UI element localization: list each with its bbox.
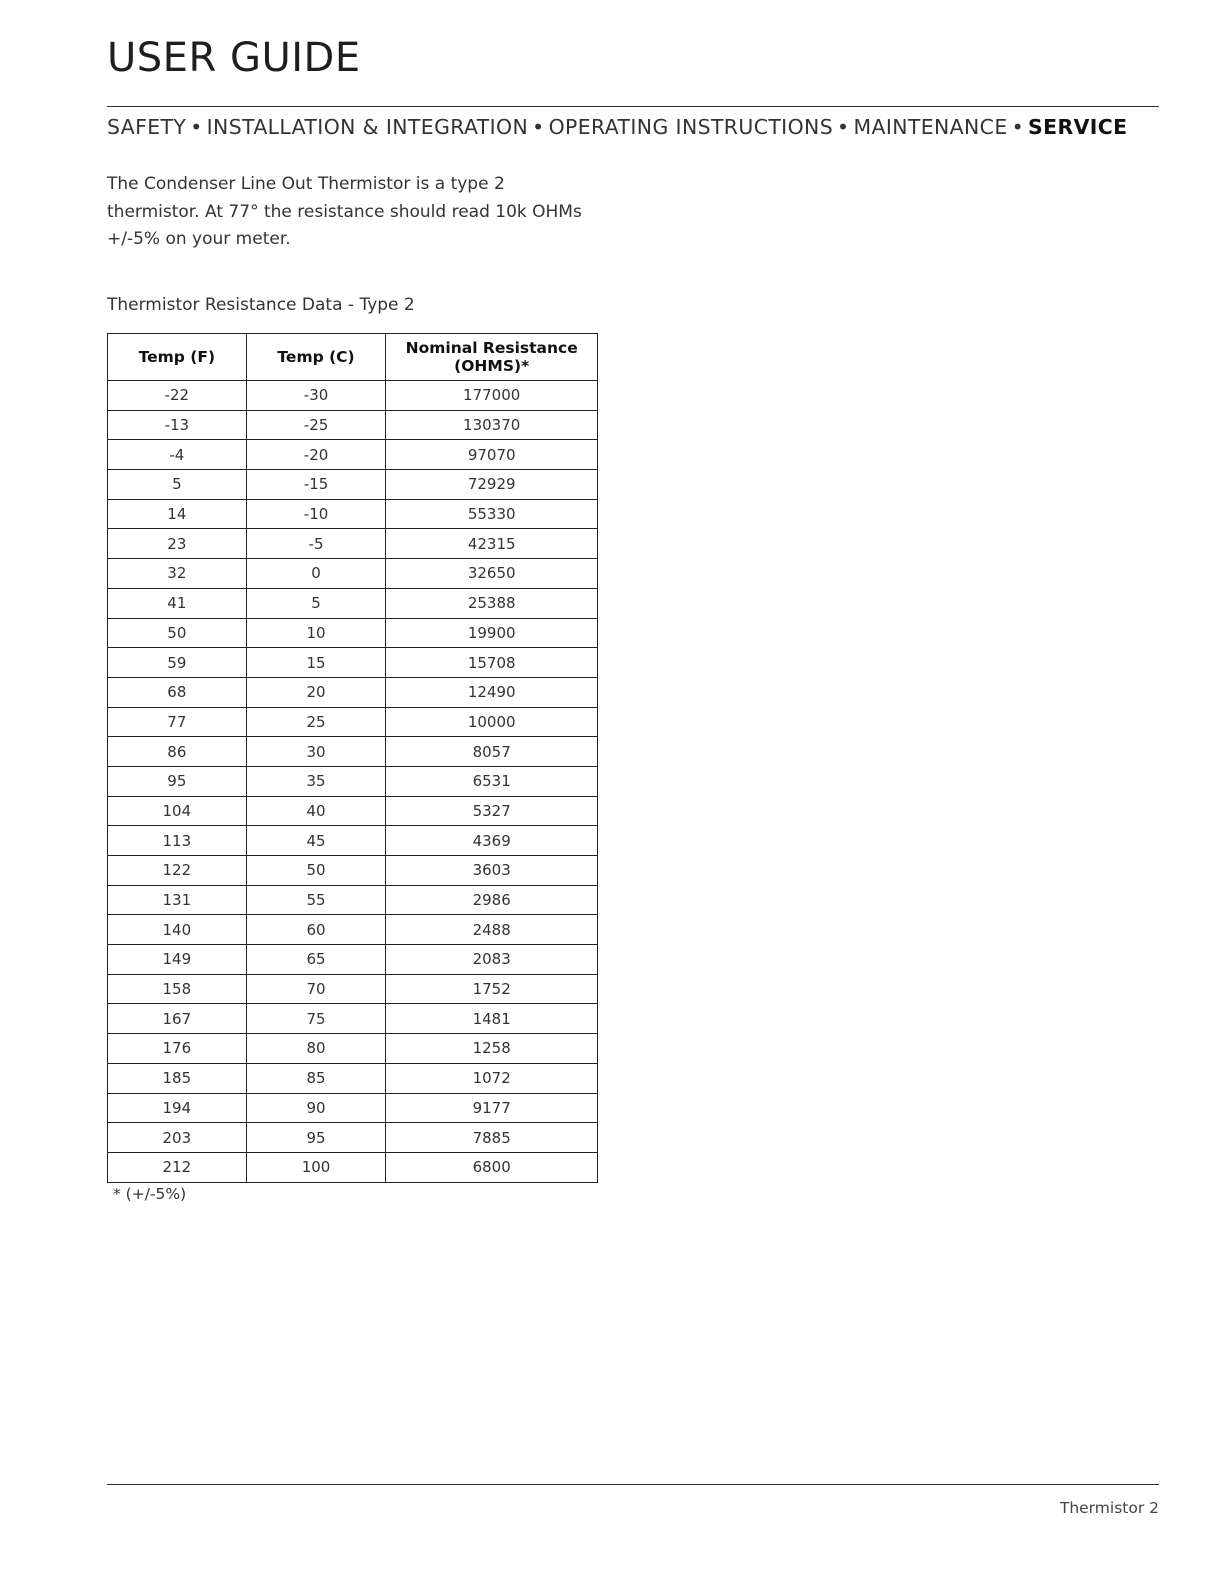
cell-temp-f: 68 [108, 677, 247, 707]
cell-resistance: 19900 [386, 618, 598, 648]
cell-resistance: 32650 [386, 559, 598, 589]
cell-temp-f: 140 [108, 915, 247, 945]
separator-dot: • [1011, 115, 1025, 139]
table-row [108, 618, 598, 648]
cell-resistance: 177000 [386, 381, 598, 411]
cell-temp-c: 5 [246, 588, 386, 618]
cell-temp-c: 45 [246, 826, 386, 856]
cell-resistance: 6800 [386, 1152, 598, 1182]
cell-temp-c: 35 [246, 766, 386, 796]
page-footer-label: Thermistor 2 [1059, 1499, 1159, 1517]
table-row [108, 796, 598, 826]
cell-resistance: 9177 [386, 1093, 598, 1123]
cell-temp-c: 85 [246, 1063, 386, 1093]
section-operating: OPERATING INSTRUCTIONS [548, 115, 834, 139]
table-row [108, 766, 598, 796]
section-maintenance: MAINTENANCE [853, 115, 1008, 139]
table-row [108, 470, 598, 500]
table-row [108, 885, 598, 915]
cell-temp-c: 55 [246, 885, 386, 915]
cell-temp-f: 14 [108, 499, 247, 529]
cell-resistance: 8057 [386, 737, 598, 767]
header-temp-c: Temp (C) [246, 334, 386, 381]
cell-temp-f: 212 [108, 1152, 247, 1182]
separator-dot: • [837, 115, 850, 139]
cell-temp-c: -10 [246, 499, 386, 529]
cell-resistance: 7885 [386, 1123, 598, 1153]
table-row [108, 559, 598, 589]
table-row [108, 1004, 598, 1034]
table-row [108, 707, 598, 737]
table-row [108, 826, 598, 856]
section-service-active: SERVICE [1028, 115, 1128, 139]
cell-resistance: 2083 [386, 945, 598, 975]
cell-temp-f: 77 [108, 707, 247, 737]
table-footnote: * (+/-5%) [113, 1185, 187, 1203]
cell-resistance: 4369 [386, 826, 598, 856]
table-row [108, 1123, 598, 1153]
cell-temp-f: 149 [108, 945, 247, 975]
header-resistance-line2: (OHMS)* [454, 357, 530, 375]
cell-resistance: 5327 [386, 796, 598, 826]
cell-temp-f: 176 [108, 1034, 247, 1064]
cell-temp-c: 15 [246, 648, 386, 678]
cell-resistance: 2986 [386, 885, 598, 915]
cell-temp-f: 59 [108, 648, 247, 678]
separator-dot: • [190, 115, 203, 139]
cell-temp-f: 41 [108, 588, 247, 618]
cell-temp-c: -20 [246, 440, 386, 470]
thermistor-resistance-table [107, 333, 598, 1183]
cell-temp-f: 32 [108, 559, 247, 589]
cell-temp-c: 60 [246, 915, 386, 945]
cell-temp-c: -15 [246, 470, 386, 500]
table-row [108, 1063, 598, 1093]
table-row [108, 648, 598, 678]
header-resistance-line1: Nominal Resistance [405, 339, 578, 357]
cell-temp-f: 203 [108, 1123, 247, 1153]
footer-divider [107, 1484, 1159, 1485]
cell-temp-f: 185 [108, 1063, 247, 1093]
cell-temp-f: 104 [108, 796, 247, 826]
cell-temp-c: 40 [246, 796, 386, 826]
table-row [108, 856, 598, 886]
cell-temp-f: -13 [108, 410, 247, 440]
cell-temp-f: -22 [108, 381, 247, 411]
separator-dot: • [532, 115, 545, 139]
table-row [108, 737, 598, 767]
table-header-row [108, 334, 598, 381]
cell-temp-c: 30 [246, 737, 386, 767]
page-title: USER GUIDE [107, 35, 361, 81]
intro-line: +/-5% on your meter. [107, 229, 291, 249]
cell-resistance: 1481 [386, 1004, 598, 1034]
cell-temp-f: 158 [108, 974, 247, 1004]
cell-temp-f: 5 [108, 470, 247, 500]
cell-temp-c: 80 [246, 1034, 386, 1064]
cell-temp-f: 131 [108, 885, 247, 915]
cell-resistance: 130370 [386, 410, 598, 440]
table-row [108, 1152, 598, 1182]
intro-line: The Condenser Line Out Thermistor is a type 2 [107, 174, 505, 194]
cell-resistance: 10000 [386, 707, 598, 737]
cell-resistance: 3603 [386, 856, 598, 886]
header-divider [107, 106, 1159, 107]
cell-temp-c: -30 [246, 381, 386, 411]
cell-resistance: 55330 [386, 499, 598, 529]
cell-resistance: 1752 [386, 974, 598, 1004]
cell-resistance: 15708 [386, 648, 598, 678]
cell-temp-f: 50 [108, 618, 247, 648]
table-row [108, 410, 598, 440]
table-row [108, 1034, 598, 1064]
table-caption: Thermistor Resistance Data - Type 2 [107, 295, 415, 315]
cell-temp-f: 194 [108, 1093, 247, 1123]
table-row [108, 588, 598, 618]
table-body [108, 381, 598, 1183]
cell-temp-c: 75 [246, 1004, 386, 1034]
table-row [108, 529, 598, 559]
cell-resistance: 1258 [386, 1034, 598, 1064]
cell-temp-c: 65 [246, 945, 386, 975]
table-row [108, 677, 598, 707]
table-row [108, 1093, 598, 1123]
cell-temp-f: -4 [108, 440, 247, 470]
cell-temp-c: 70 [246, 974, 386, 1004]
cell-temp-f: 113 [108, 826, 247, 856]
cell-resistance: 6531 [386, 766, 598, 796]
cell-resistance: 97070 [386, 440, 598, 470]
table-row [108, 945, 598, 975]
table-row [108, 974, 598, 1004]
section-safety: SAFETY [107, 115, 187, 139]
cell-temp-c: 50 [246, 856, 386, 886]
header-temp-f: Temp (F) [108, 334, 247, 381]
cell-temp-c: 95 [246, 1123, 386, 1153]
cell-temp-c: 90 [246, 1093, 386, 1123]
cell-temp-f: 95 [108, 766, 247, 796]
cell-resistance: 1072 [386, 1063, 598, 1093]
table-row [108, 915, 598, 945]
intro-line: thermistor. At 77° the resistance should read 10k OHMs [107, 201, 582, 222]
cell-resistance: 2488 [386, 915, 598, 945]
cell-temp-f: 167 [108, 1004, 247, 1034]
cell-temp-f: 23 [108, 529, 247, 559]
cell-temp-c: -5 [246, 529, 386, 559]
table-row [108, 440, 598, 470]
cell-temp-f: 86 [108, 737, 247, 767]
cell-resistance: 42315 [386, 529, 598, 559]
cell-temp-c: 0 [246, 559, 386, 589]
table-row [108, 381, 598, 411]
section-breadcrumb [107, 114, 1159, 140]
cell-resistance: 12490 [386, 677, 598, 707]
cell-resistance: 72929 [386, 470, 598, 500]
cell-temp-c: 10 [246, 618, 386, 648]
cell-temp-c: -25 [246, 410, 386, 440]
header-resistance [386, 334, 598, 381]
cell-temp-c: 25 [246, 707, 386, 737]
table-row [108, 499, 598, 529]
cell-resistance: 25388 [386, 588, 598, 618]
cell-temp-c: 20 [246, 677, 386, 707]
section-installation: INSTALLATION & INTEGRATION [206, 115, 529, 139]
cell-temp-f: 122 [108, 856, 247, 886]
cell-temp-c: 100 [246, 1152, 386, 1182]
intro-paragraph [107, 171, 597, 254]
